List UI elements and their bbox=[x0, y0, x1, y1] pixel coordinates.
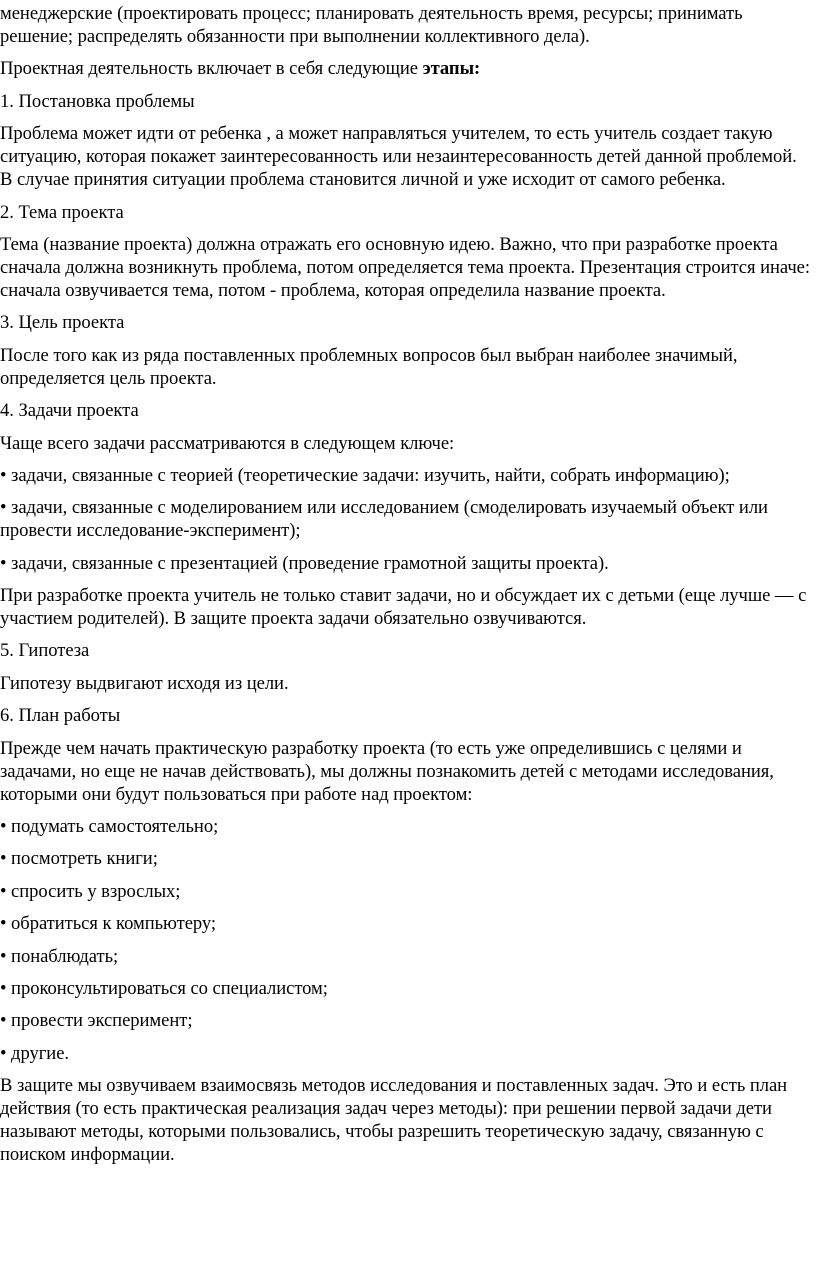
section-heading: 6. План работы bbox=[0, 705, 121, 727]
bullet-item: • другие. bbox=[0, 1042, 69, 1064]
bullet-item: • подумать самостоятельно; bbox=[0, 816, 219, 838]
section-heading: 4. Задачи проекта bbox=[0, 400, 139, 422]
stages-intro bbox=[0, 57, 812, 80]
intro-continuation: менеджерские (проектировать процесс; планировать деятельность время, ресурсы; принимать решение; распределять обязанности при выполнении коллективного дела). bbox=[0, 3, 743, 47]
paragraph: После того как из ряда поставленных проблемных вопросов был выбран наиболее значимый, определяется цель проекта. bbox=[0, 344, 738, 389]
paragraph: В защите мы озвучиваем взаимосвязь методов исследования и поставленных задач. Это и есть план действия (то есть практическая реализация задач через методы): при решении первой задачи дети называют методы, которыми пользовались, чтобы разрешить теоретическую задачу, связанную с поиском информации. bbox=[0, 1075, 788, 1166]
bullet-item: • задачи, связанные с презентацией (проведение грамотной защиты проекта). bbox=[0, 552, 609, 574]
paragraph: Чаще всего задачи рассматриваются в следующем ключе: bbox=[0, 432, 455, 454]
stages-intro-text: Проектная деятельность включает в себя следующие bbox=[0, 58, 423, 80]
paragraph: Тема (название проекта) должна отражать его основную идею. Важно, что при разработке проекта сначала должна возникнуть проблема, потом определяется тема проекта. Презентация строится иначе: сначала озвучивается тема, потом - проблема, которая определила название проекта. bbox=[0, 233, 810, 301]
paragraph: При разработке проекта учитель не только ставит задачи, но и обсуждает их с детьми (еще лучше — с участием родителей). В защите проекта задачи обязательно озвучиваются. bbox=[0, 585, 807, 630]
section-heading: 5. Гипотеза bbox=[0, 640, 90, 662]
bullet-item: • обратиться к компьютеру; bbox=[0, 913, 217, 935]
bullet-item: • понаблюдать; bbox=[0, 945, 119, 967]
section-heading: 1. Постановка проблемы bbox=[0, 90, 195, 112]
bullet-item: • задачи, связанные с моделированием или исследованием (смоделировать изучаемый объект или провести исследование-эксперимент); bbox=[0, 497, 768, 542]
paragraph: Прежде чем начать практическую разработку проекта (то есть уже определившись с целями и задачами, но еще не начав действовать), мы должны познакомить детей с методами исследования, которыми они будут пользоваться при работе над проектом: bbox=[0, 737, 774, 805]
paragraph: Гипотезу выдвигают исходя из цели. bbox=[0, 672, 289, 694]
bullet-item: • спросить у взрослых; bbox=[0, 880, 181, 902]
bullet-item: • провести эксперимент; bbox=[0, 1010, 193, 1032]
bullet-item: • проконсультироваться со специалистом; bbox=[0, 977, 328, 999]
stages-intro-bold: этапы: bbox=[422, 58, 481, 80]
section-heading: 3. Цель проекта bbox=[0, 312, 125, 334]
bullet-item: • задачи, связанные с теорией (теоретические задачи: изучить, найти, собрать информацию); bbox=[0, 464, 730, 486]
section-heading: 2. Тема проекта bbox=[0, 201, 124, 223]
bullet-item: • посмотреть книги; bbox=[0, 848, 158, 870]
paragraph: Проблема может идти от ребенка , а может направляться учителем, то есть учитель создает такую ситуацию, которая покажет заинтересованность или незаинтересованность детей данной проблемой. В случае принятия ситуации проблема становится личной и уже исходит от самого ребенка. bbox=[0, 123, 797, 191]
